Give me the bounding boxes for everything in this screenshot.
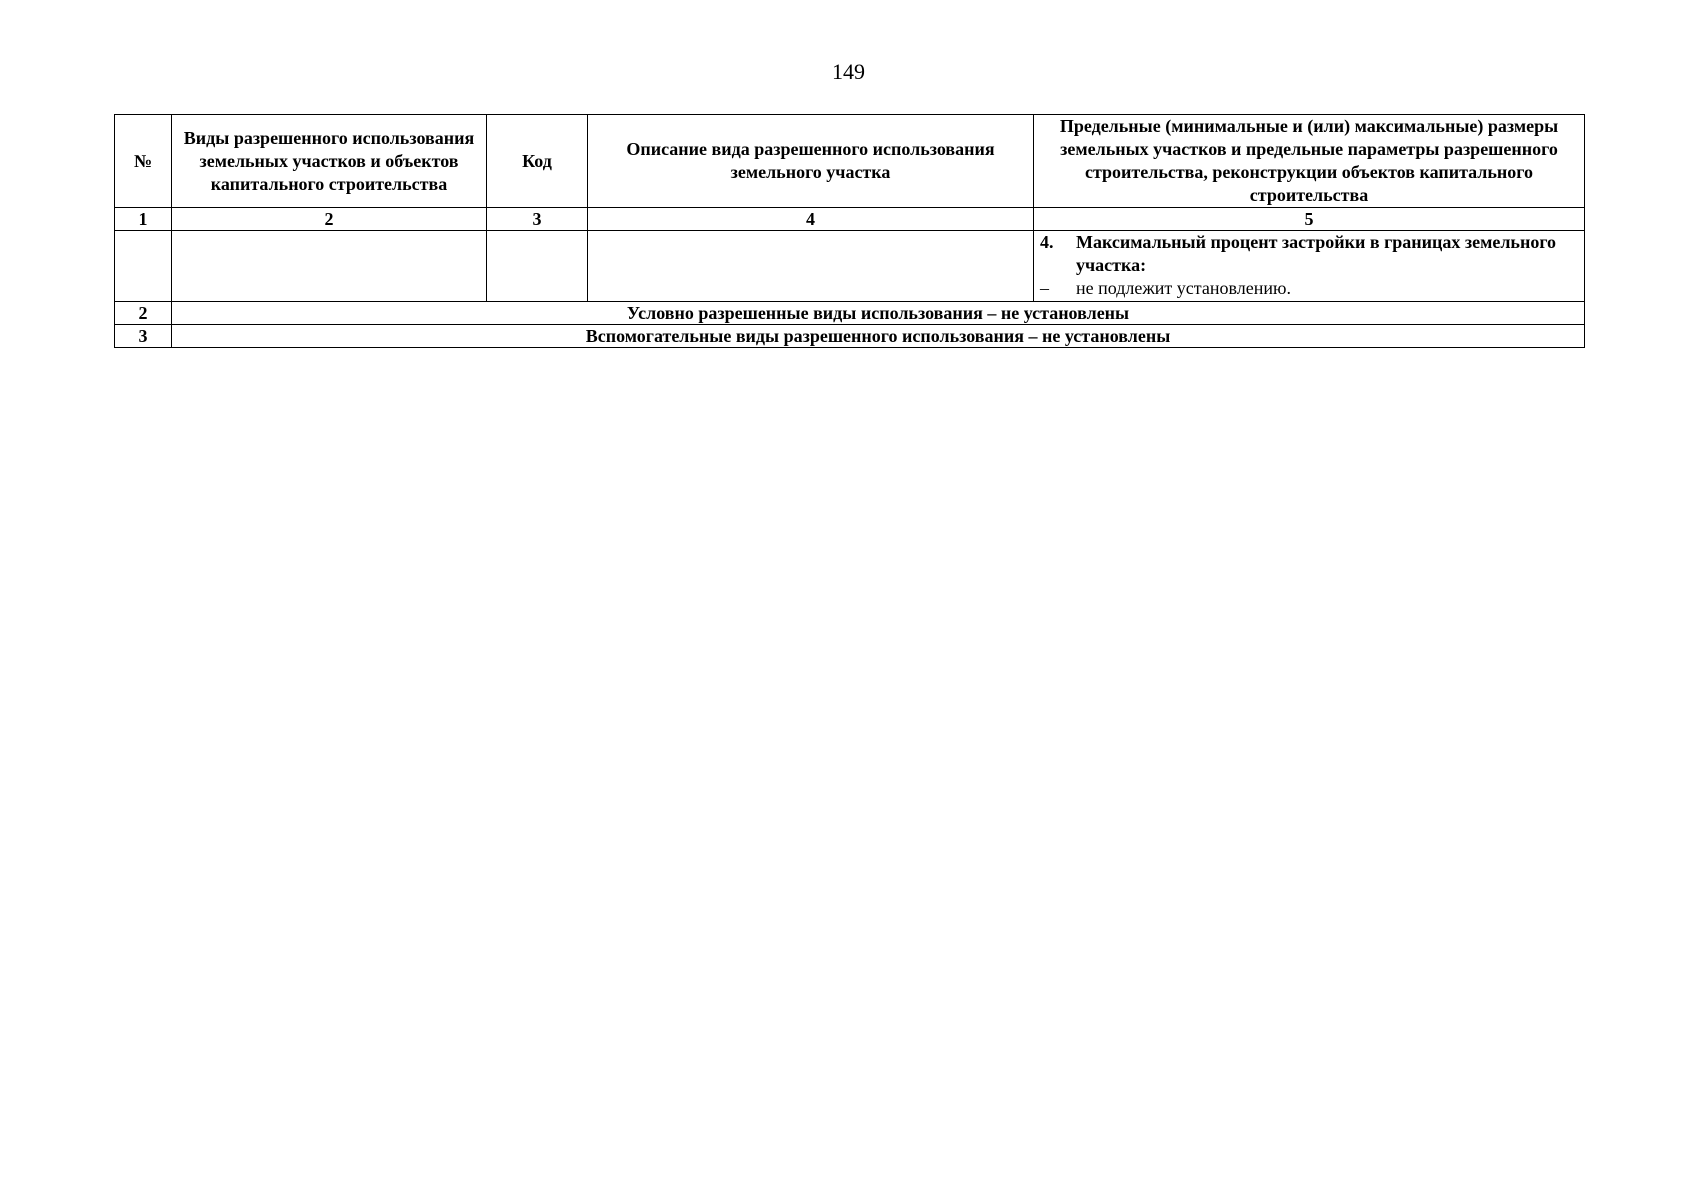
parameters-cell xyxy=(1034,231,1585,302)
use-type-cell xyxy=(172,231,487,302)
column-number: 5 xyxy=(1034,208,1585,231)
parameter-subitem-marker: – xyxy=(1040,278,1049,298)
column-number: 4 xyxy=(588,208,1034,231)
section-row-auxiliary xyxy=(115,325,1585,348)
section-text: Вспомогательные виды разрешенного использования – не установлены xyxy=(172,325,1585,348)
column-number: 1 xyxy=(115,208,172,231)
section-text: Условно разрешенные виды использования – не установлены xyxy=(172,302,1585,325)
header-description: Описание вида разрешенного использования земельного участка xyxy=(588,115,1034,208)
land-use-table xyxy=(114,114,1585,348)
section-number: 3 xyxy=(115,325,172,348)
column-number-row xyxy=(115,208,1585,231)
parameter-item-title: Максимальный процент застройки в границах земельного участка: xyxy=(1076,232,1557,275)
page-number: 149 xyxy=(832,59,865,84)
code-cell xyxy=(487,231,588,302)
header-parameters: Предельные (минимальные и (или) максимальные) размеры земельных участков и предельные параметры разрешенного строительства, реконструкции объектов капитального строительства xyxy=(1034,115,1585,208)
parameter-item xyxy=(1040,231,1578,277)
parameter-item-marker: 4. xyxy=(1040,232,1054,252)
header-number: № xyxy=(115,115,172,208)
description-cell xyxy=(588,231,1034,302)
section-number: 2 xyxy=(115,302,172,325)
column-number: 3 xyxy=(487,208,588,231)
header-code: Код xyxy=(487,115,588,208)
table-header-row xyxy=(115,115,1585,208)
column-number: 2 xyxy=(172,208,487,231)
parameter-subitem-text: не подлежит установлению. xyxy=(1076,278,1291,298)
row-number-cell xyxy=(115,231,172,302)
header-use-type: Виды разрешенного использования земельных участков и объектов капитального строительства xyxy=(172,115,487,208)
table-row xyxy=(115,231,1585,302)
section-row-conditional xyxy=(115,302,1585,325)
parameter-subitem xyxy=(1040,277,1578,300)
